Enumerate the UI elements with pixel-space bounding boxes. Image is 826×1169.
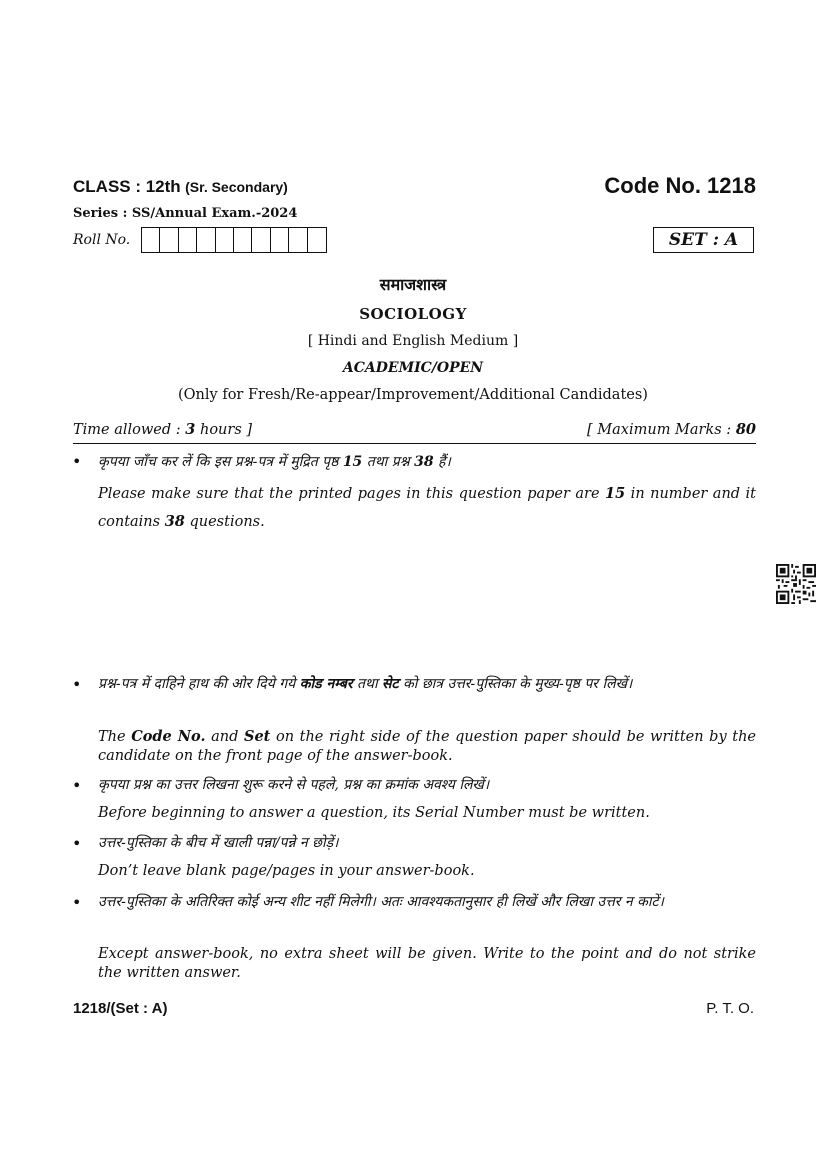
time-allowed — [73, 421, 252, 438]
instruction-1-hindi — [98, 450, 756, 474]
text: तथा प्रश्न — [362, 454, 415, 470]
roll-box[interactable] — [197, 228, 215, 252]
instruction-2-hindi — [98, 672, 756, 696]
set-box — [653, 227, 754, 253]
roll-box[interactable] — [308, 228, 326, 252]
footer-pto: P. T. O. — [706, 1000, 754, 1017]
roll-number-label: Roll No. — [73, 232, 131, 248]
roll-box[interactable] — [234, 228, 252, 252]
subject-hindi: समाजशास्त्र — [379, 275, 447, 294]
pages-count: 15 — [342, 454, 363, 470]
marks-prefix: [ Maximum Marks : — [587, 422, 736, 438]
text: प्रश्न-पत्र में दाहिने हाथ की ओर दिये गये — [98, 676, 300, 692]
instruction-3-hindi: कृपया प्रश्न का उत्तर लिखना शुरू करने से पहले, प्रश्न का क्रमांक अवश्य लिखें। — [98, 777, 490, 793]
bullet-icon: • — [72, 893, 82, 912]
subject-english: SOCIOLOGY — [359, 305, 467, 323]
set-hindi: सेट — [382, 676, 399, 692]
marks-value: 80 — [735, 421, 756, 438]
class-line — [73, 177, 288, 197]
text: in number and it contains — [98, 486, 756, 530]
text: को छात्र उत्तर-पुस्तिका के मुख्य-पृष्ठ पर लिखें। — [398, 676, 633, 692]
set-label: SET : A — [668, 230, 739, 250]
text: तथा — [352, 676, 383, 692]
bullet-icon: • — [72, 675, 82, 694]
code-number: Code No. 1218 — [604, 173, 756, 198]
roll-number-boxes[interactable] — [141, 227, 327, 253]
text: questions. — [184, 514, 265, 530]
bullet-icon: • — [72, 452, 82, 471]
bullet-icon: • — [72, 776, 82, 795]
time-suffix: hours ] — [195, 422, 253, 438]
code-number-hindi: कोड नम्बर — [299, 676, 353, 692]
maximum-marks — [587, 421, 756, 438]
text: हैं। — [433, 454, 451, 470]
instruction-3-english: Before beginning to answer a question, its Serial Number must be written. — [98, 805, 650, 821]
series-line: Series : SS/Annual Exam.-2024 — [73, 206, 298, 221]
pages-count: 15 — [605, 485, 626, 502]
text: and — [205, 729, 244, 745]
roll-box[interactable] — [252, 228, 270, 252]
code-no-bold: Code No. — [131, 728, 206, 745]
instruction-4-hindi: उत्तर-पुस्तिका के बीच में खाली पन्ना/पन्ने न छोड़ें। — [98, 835, 339, 851]
time-prefix: Time allowed : — [73, 422, 186, 438]
roll-box[interactable] — [271, 228, 289, 252]
qr-code-icon — [776, 564, 816, 604]
bullet-icon: • — [72, 834, 82, 853]
roll-box[interactable] — [142, 228, 160, 252]
instruction-1-english — [98, 480, 756, 536]
medium-line: [ Hindi and English Medium ] — [307, 333, 519, 349]
instruction-2-english — [98, 727, 756, 766]
instruction-4-english: Don’t leave blank page/pages in your answer-book. — [98, 863, 475, 879]
footer-code: 1218/(Set : A) — [73, 1000, 168, 1017]
instruction-5-hindi: उत्तर-पुस्तिका के अतिरिक्त कोई अन्य शीट नहीं मिलेगी। अतः आवश्यकतानुसार ही लिखें और लिखा उत्तर न काटें। — [98, 894, 664, 910]
roll-box[interactable] — [216, 228, 234, 252]
text: Please make sure that the printed pages in this question paper are — [98, 486, 606, 502]
time-value: 3 — [185, 421, 196, 438]
stream-line: ACADEMIC/OPEN — [342, 360, 484, 376]
roll-box[interactable] — [160, 228, 178, 252]
text: on the right side of the question paper should be written by the candidate on the front page of the answer-book. — [98, 729, 756, 764]
roll-box[interactable] — [179, 228, 197, 252]
class-sub: (Sr. Secondary) — [185, 179, 288, 195]
class-label: CLASS : 12th — [73, 177, 181, 196]
set-bold: Set — [243, 728, 271, 745]
divider-line — [73, 443, 756, 444]
candidates-line: (Only for Fresh/Re-appear/Improvement/Additional Candidates) — [178, 387, 648, 403]
roll-box[interactable] — [289, 228, 307, 252]
questions-count: 38 — [164, 513, 185, 530]
text: The — [98, 729, 132, 745]
questions-count: 38 — [414, 454, 434, 470]
instruction-5-english: Except answer-book, no extra sheet will be given. Write to the point and do not strike the written answer. — [98, 946, 756, 981]
text: कृपया जाँच कर लें कि इस प्रश्न-पत्र में मुद्रित पृष्ठ — [98, 454, 343, 470]
